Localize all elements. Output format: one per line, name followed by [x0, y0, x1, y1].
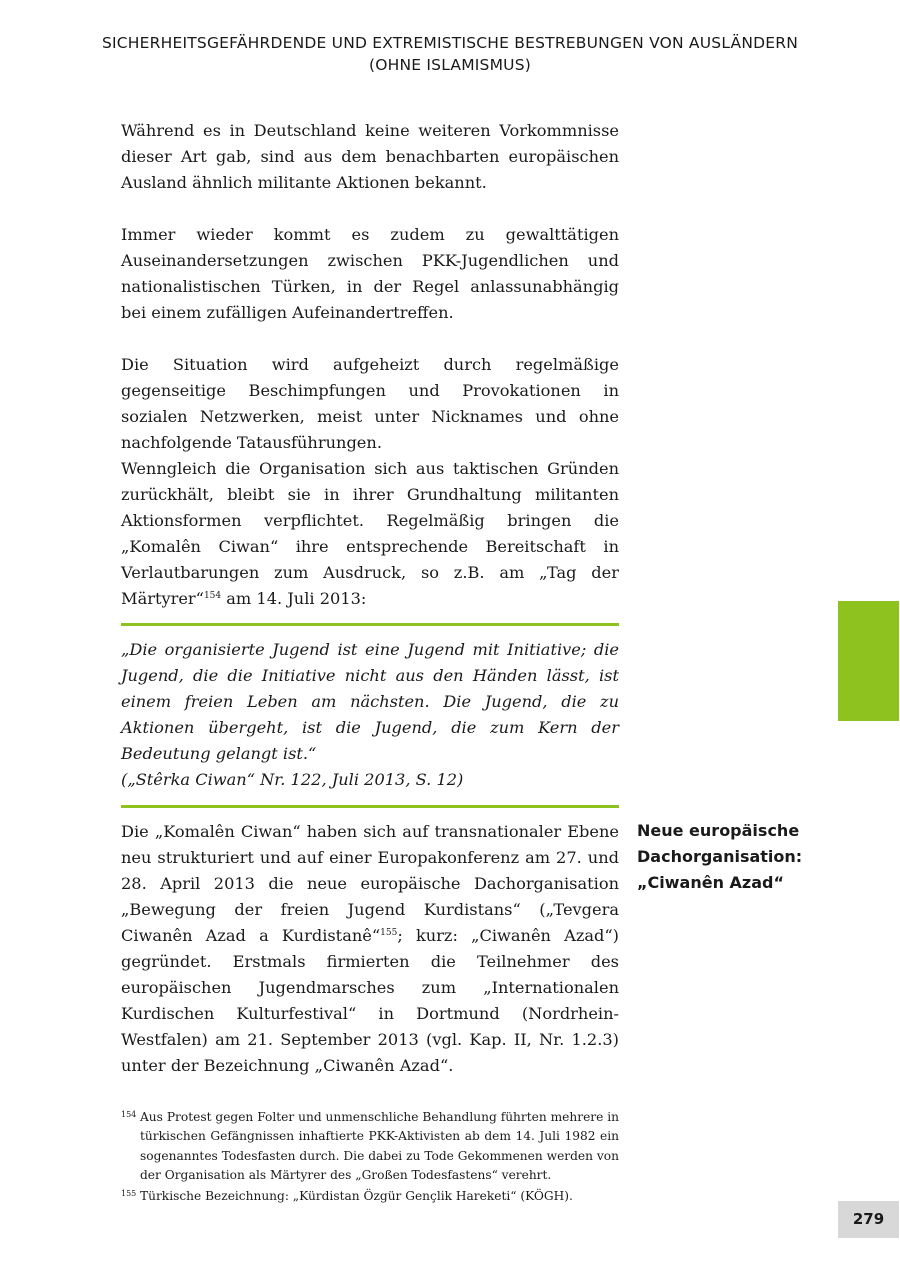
body-paragraph-4 — [121, 456, 619, 612]
paragraph-text-part: Die „Komalên Ciwan“ haben sich auf transnationaler Ebene neu strukturiert und auf einer Europakonferenz am 27. und 28. April 2013 die neue europäische Dachorganisation „Bewegung der freien Jugend Kurdistans“ („Tevgera Ciwanên Azad a Kurdistanê“ — [121, 822, 619, 945]
paragraph-text — [121, 456, 619, 612]
paragraph-text-part: ; kurz: „Ciwanên Azad“) gegründet. Erstmals firmierten die Teilnehmer des europäischen Jugendmarsches zum „Internationalen Kurdischen Kulturfestival“ in Dortmund (Nordrhein-Westfalen) am 21. September 2013 (vgl. Kap. II, Nr. 1.2.3) unter der Bezeichnung „Ciwanên Azad“. — [121, 926, 619, 1075]
footnotes — [121, 1108, 619, 1208]
footnote-number: 155 — [121, 1189, 137, 1199]
running-header-line1: SICHERHEITSGEFÄHRDENDE UND EXTREMISTISCHE BESTREBUNGEN VON AUSLÄNDERN — [101, 34, 799, 52]
body-paragraph-1 — [121, 118, 619, 196]
body-paragraph-2 — [121, 222, 619, 326]
margin-heading-line3: „Ciwanên Azad“ — [637, 873, 784, 892]
chapter-tab-marker — [838, 601, 899, 721]
quote-source: („Stêrka Ciwan“ Nr. 122, Juli 2013, S. 12) — [121, 770, 464, 789]
footnote-text: Aus Protest gegen Folter und unmenschliche Behandlung führten mehrere in türkischen Gefängnissen inhaftierte PKK-Aktivisten ab dem 14. Juli 1982 ein sogenanntes Todesfasten durch. Die dabei zu Tode Gekommenen werden von der Organisation als Märtyrer des „Großen Todesfastens“ verehrt. — [140, 1110, 619, 1182]
running-header-line2: (OHNE ISLAMISMUS) — [368, 56, 531, 74]
page-number: 279 — [838, 1201, 899, 1238]
paragraph-text: Die Situation wird aufgeheizt durch regelmäßige gegenseitige Beschimpfungen und Provokationen in sozialen Netzwerken, meist unter Nicknames und ohne nachfolgende Tatausführungen. — [121, 355, 619, 452]
paragraph-text-part: Wenngleich die Organisation sich aus taktischen Gründen zurückhält, bleibt sie in ihrer Grundhaltung militanten Aktionsformen verpflichtet. Regelmäßig bringen die „Komalên Ciwan“ ihre entsprechende Bereitschaft in Verlautbarungen zum Ausdruck, so z.B. am „Tag der Märtyrer“ — [121, 459, 619, 608]
footnote-154 — [121, 1108, 619, 1185]
footnote-text: Türkische Bezeichnung: „Kürdistan Özgür Gençlik Hareketi“ (KÖGH). — [140, 1189, 573, 1204]
quote-block — [121, 623, 619, 808]
paragraph-text — [121, 819, 619, 1079]
footnote-number: 154 — [121, 1110, 137, 1119]
footnote-reference-155[interactable]: 155 — [380, 928, 398, 938]
margin-heading-line2: Dachorganisation: — [637, 847, 803, 866]
footnote-reference-154[interactable]: 154 — [203, 591, 222, 601]
paragraph-text: Immer wieder kommt es zudem zu gewalttätigen Auseinandersetzungen zwischen PKK-Jugendlichen und nationalistischen Türken, in der Regel anlassunabhängig bei einem zufälligen Aufeinandertreffen. — [121, 225, 619, 322]
paragraph-text-part: am 14. Juli 2013: — [221, 589, 367, 608]
body-paragraph-3 — [121, 352, 619, 456]
footnote-155 — [121, 1187, 619, 1206]
paragraph-text: Während es in Deutschland keine weiteren Vorkommnisse dieser Art gab, sind aus dem benachbarten europäischen Ausland ähnlich militante Aktionen bekannt. — [121, 121, 619, 192]
margin-heading — [637, 818, 837, 896]
running-header — [0, 32, 900, 76]
quote-text: „Die organisierte Jugend ist eine Jugend mit Initiative; die Jugend, die die Initiative nicht aus den Händen lässt, ist einem freien Leben am nächsten. Die Jugend, die zu Aktionen übergeht, ist die Jugend, die zum Kern der Bedeutung gelangt ist.“ — [121, 640, 619, 763]
body-paragraph-5 — [121, 819, 619, 1079]
margin-heading-line1: Neue europäische — [637, 821, 800, 840]
